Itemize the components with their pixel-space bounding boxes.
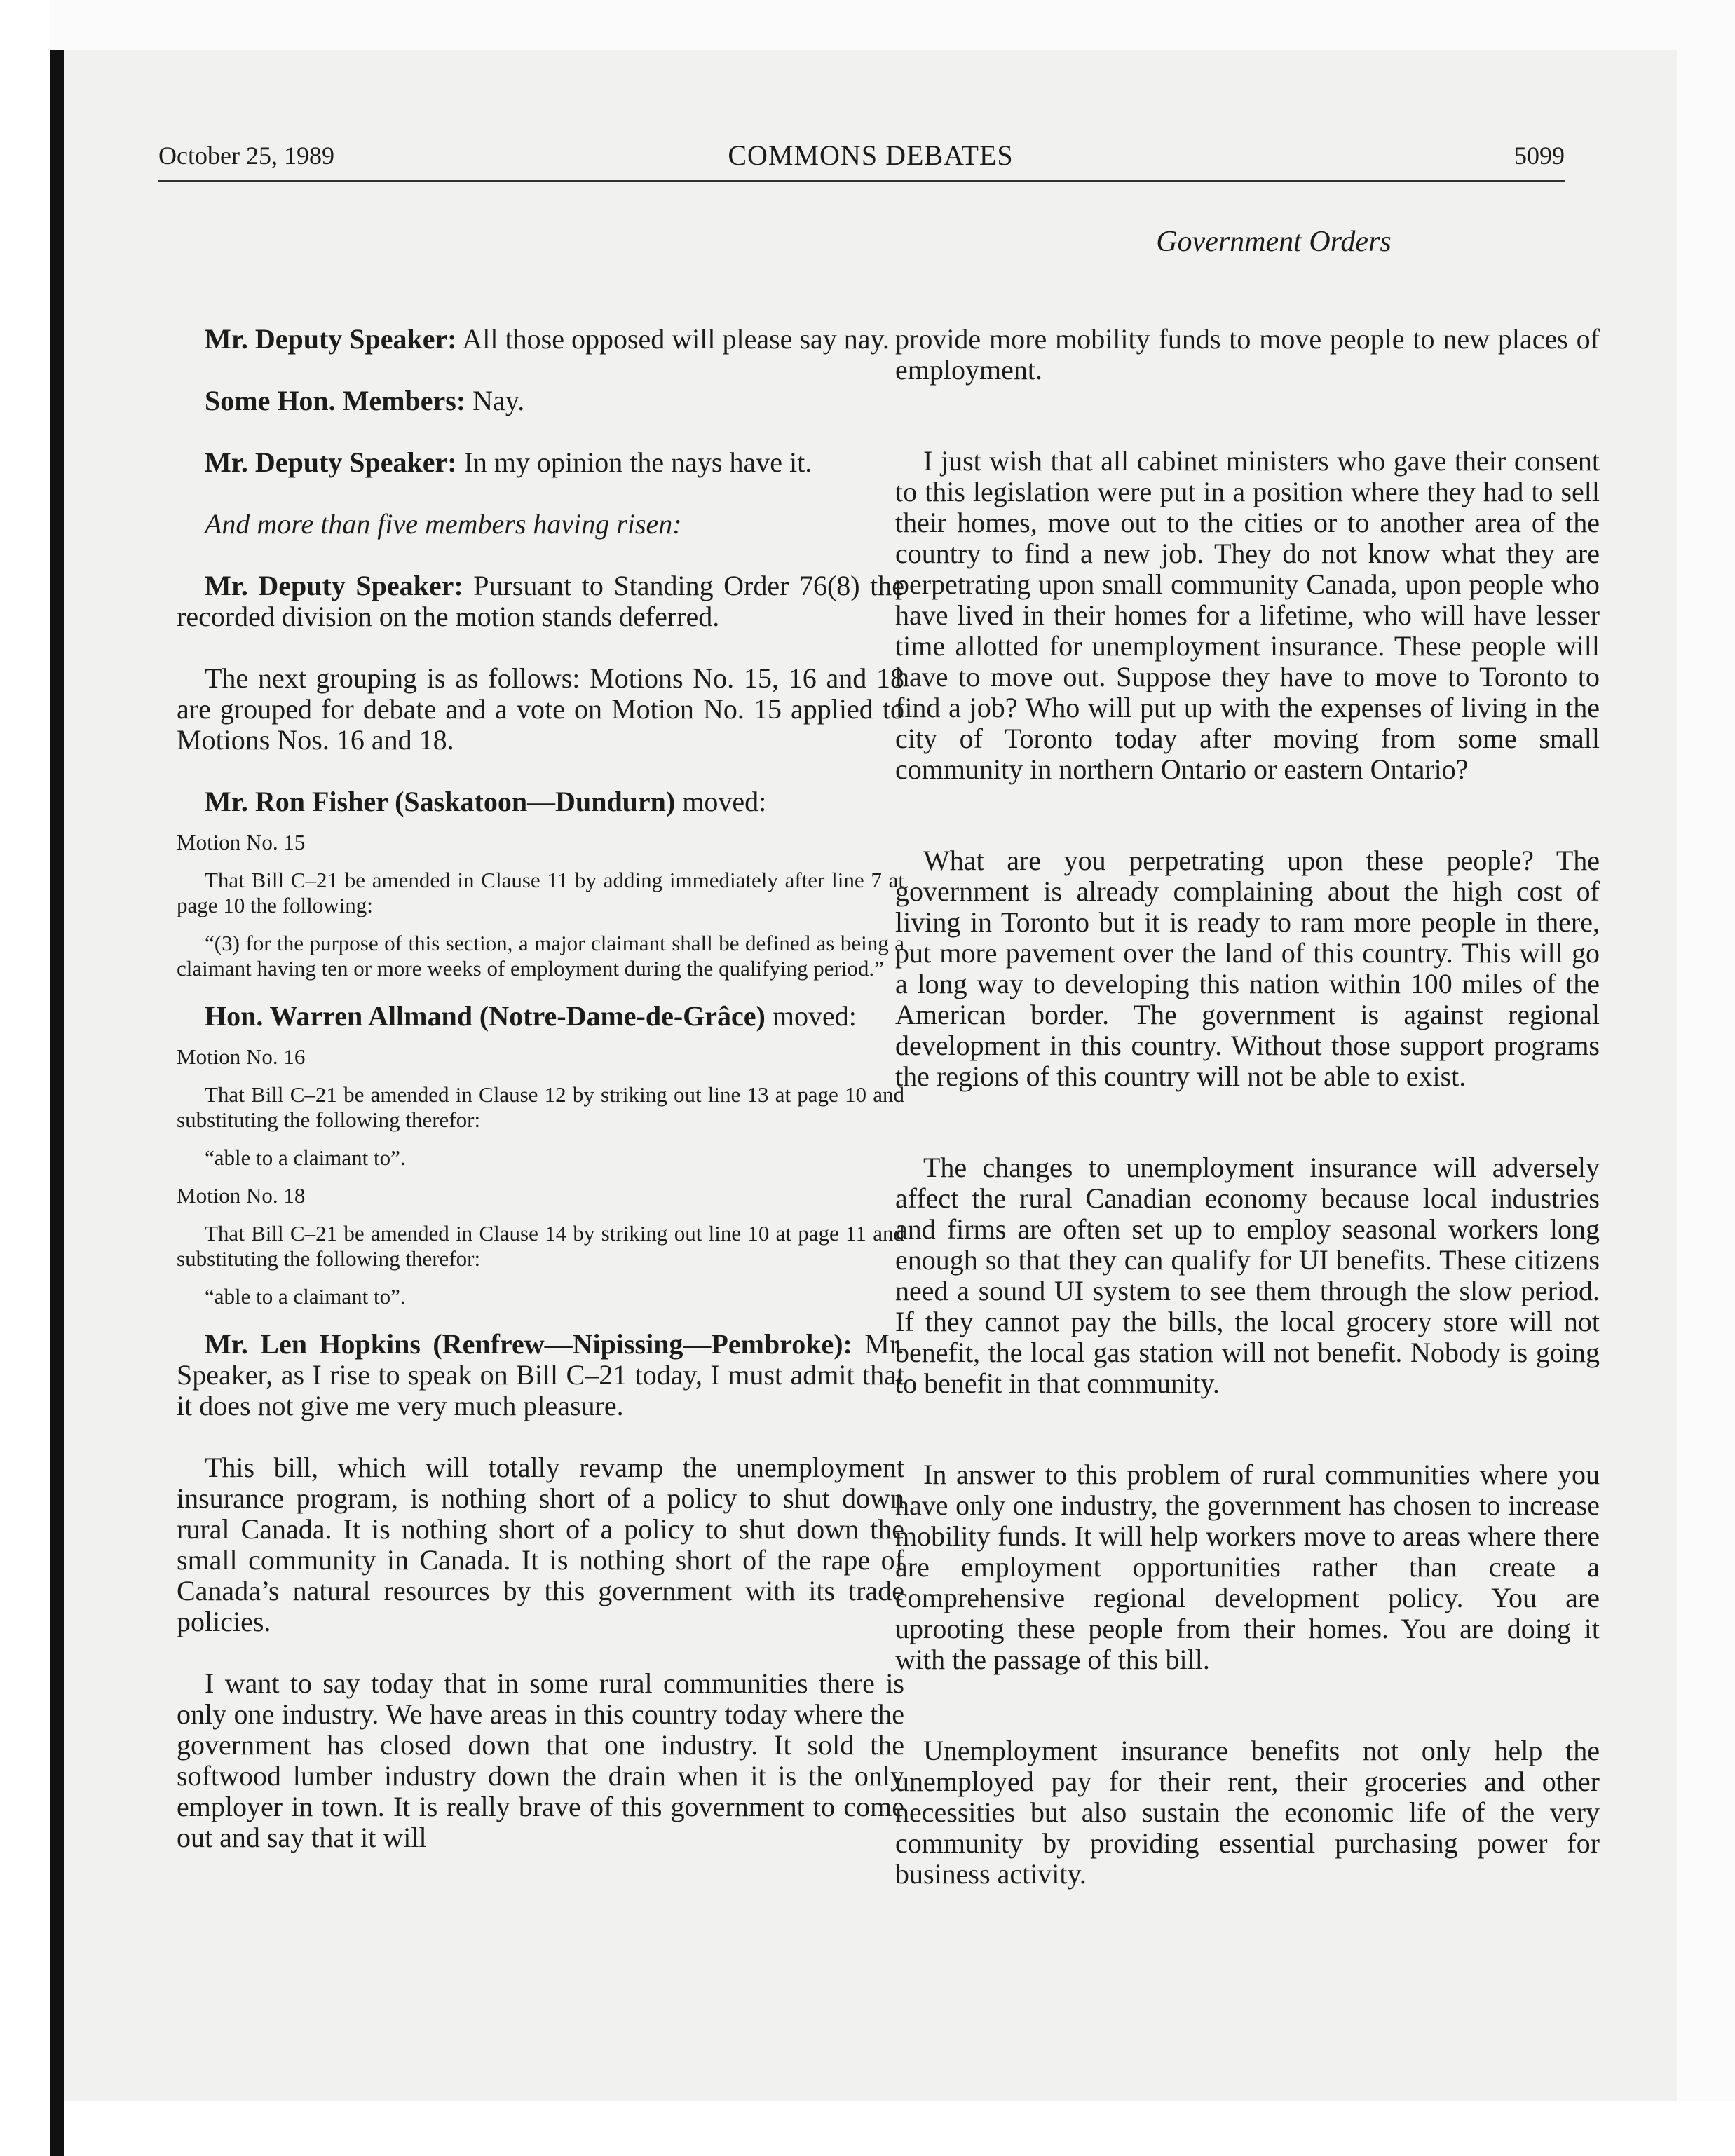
speech-paragraph: I just wish that all cabinet ministers who gave their consent to this legislation were put in a position where they had to sell their homes, move out to the cities or to another area of the country to find a new job. They do not know what they are perpetrating upon small community Canada, upon people who have lived in their homes for a lifetime, who will have lesser time allotted for unemployment insurance. These people will have to move out. Suppose they have to move to Toronto to find a job? Who will put up with the expenses of living in the city of Toronto today after moving from some small community in northern Ontario or eastern Ontario? — [895, 445, 1600, 785]
motion-text: That Bill C–21 be amended in Clause 11 by adding immediately after line 7 at page 10 the following: — [177, 868, 904, 917]
speaker-name: Some Hon. Members: — [205, 385, 466, 416]
scan-margin — [0, 0, 50, 2156]
speaker-name: Mr. Deputy Speaker: — [205, 446, 457, 478]
speech-text: moved: — [675, 786, 767, 817]
speech-paragraph — [177, 1001, 904, 1032]
speech-text: Mr. Speaker, as I rise to speak on Bill C–21 today, I must admit that it does not give me very much pleasure. — [177, 1328, 904, 1421]
speech-paragraph: The changes to unemployment insurance will adversely affect the rural Canadian economy because local industries and firms are often set up to employ seasonal workers long enough so that they can qualify for UI benefits. These citizens need a sound UI system to see them through the slow period. If they cannot pay the bills, the local grocery store will not benefit, the local gas station will not benefit. Nobody is going to benefit in that community. — [895, 1152, 1600, 1399]
motion-text: That Bill C–21 be amended in Clause 12 by striking out line 13 at page 10 and substituting the following therefor: — [177, 1082, 904, 1132]
motion-quote: “able to a claimant to”. — [205, 1284, 406, 1309]
speaker-name: Mr. Deputy Speaker: — [205, 323, 457, 355]
speech-paragraph: provide more mobility funds to move people to new places of employment. — [895, 323, 1600, 386]
speech-text: moved: — [765, 1000, 857, 1032]
motion-quote: “able to a claimant to”. — [205, 1145, 406, 1170]
scan-binding-edge — [50, 50, 64, 2156]
speech-paragraph: The next grouping is as follows: Motions No. 15, 16 and 18 are grouped for debate and a vote on Motion No. 15 applied to Motions Nos. 16 and 18. — [177, 662, 904, 756]
section-heading: Government Orders — [1156, 226, 1392, 258]
speech-text: Pursuant to Standing Order 76(8) the recorded division on the motion stands deferred. — [177, 570, 904, 632]
document-page — [64, 50, 1677, 2101]
speech-paragraph: I want to say today that in some rural communities there is only one industry. We have areas in this country today where the government has closed down that one industry. It sold the softwood lumber industry down the drain when it is the only employer in town. It is really brave of this government to come out and say that it will — [177, 1667, 904, 1853]
header-date: October 25, 1989 — [158, 142, 334, 170]
speech-paragraph: Unemployment insurance benefits not only help the unemployed pay for their rent, their groceries and other necessities but also sustain the economic life of the very community by providing essential purchasing power for business activity. — [895, 1735, 1600, 1890]
speech-paragraph: What are you perpetrating upon these people? The government is already complaining about the high cost of living in Toronto but it is ready to ram more people in there, put more pavement over the land of this country. This will go a long way to developing this nation within 100 miles of the American border. The government is against regional development in this country. Without those support programs the regions of this country will not be able to exist. — [895, 845, 1600, 1092]
left-column — [177, 273, 904, 1853]
right-column — [895, 273, 1600, 1890]
speech-text: All those opposed will please say nay. — [456, 323, 890, 355]
motion-text: That Bill C–21 be amended in Clause 14 by striking out line 10 at page 11 and substituting the following therefor: — [177, 1221, 904, 1271]
header-rule — [158, 180, 1565, 182]
speech-paragraph: This bill, which will totally revamp the unemployment insurance program, is nothing short of a policy to shut down rural Canada. It is nothing short of a policy to shut down the small community in Canada. It is nothing short of the rape of Canada’s natural resources by this government with its trade policies. — [177, 1452, 904, 1637]
speech-text: In my opinion the nays have it. — [456, 446, 812, 478]
speech-paragraph — [177, 571, 904, 632]
speech-paragraph — [177, 386, 904, 416]
motion-label: Motion No. 15 — [177, 830, 306, 854]
motion-label: Motion No. 18 — [177, 1183, 306, 1208]
scan-bottom-margin — [64, 2101, 1735, 2156]
header-page-number: 5099 — [1514, 142, 1565, 170]
motion-quote: “(3) for the purpose of this section, a major claimant shall be defined as being a claimant having ten or more weeks of employment during the qualifying period.” — [177, 931, 904, 981]
speaker-name: Mr. Deputy Speaker: — [205, 570, 463, 601]
speech-paragraph: In answer to this problem of rural communities where you have only one industry, the government has chosen to increase mobility funds. It will help workers move to areas where there are employment opportunities rather than create a comprehensive regional development policy. You are uprooting these people from their homes. You are doing it with the passage of this bill. — [895, 1459, 1600, 1675]
speech-paragraph — [177, 324, 904, 355]
speech-paragraph — [177, 447, 904, 478]
speech-paragraph — [177, 1329, 904, 1421]
speaker-name: Mr. Ron Fisher (Saskatoon—Dundurn) — [205, 786, 676, 817]
speech-text: Nay. — [465, 385, 525, 416]
speaker-name: Mr. Len Hopkins (Renfrew—Nipissing—Pembroke): — [205, 1328, 852, 1360]
motion-label: Motion No. 16 — [177, 1044, 306, 1069]
header-title: COMMONS DEBATES — [728, 139, 1014, 171]
speech-paragraph — [177, 786, 904, 817]
speaker-name: Hon. Warren Allmand (Notre-Dame-de-Grâce) — [205, 1000, 766, 1032]
stage-direction: And more than five members having risen: — [205, 508, 682, 540]
